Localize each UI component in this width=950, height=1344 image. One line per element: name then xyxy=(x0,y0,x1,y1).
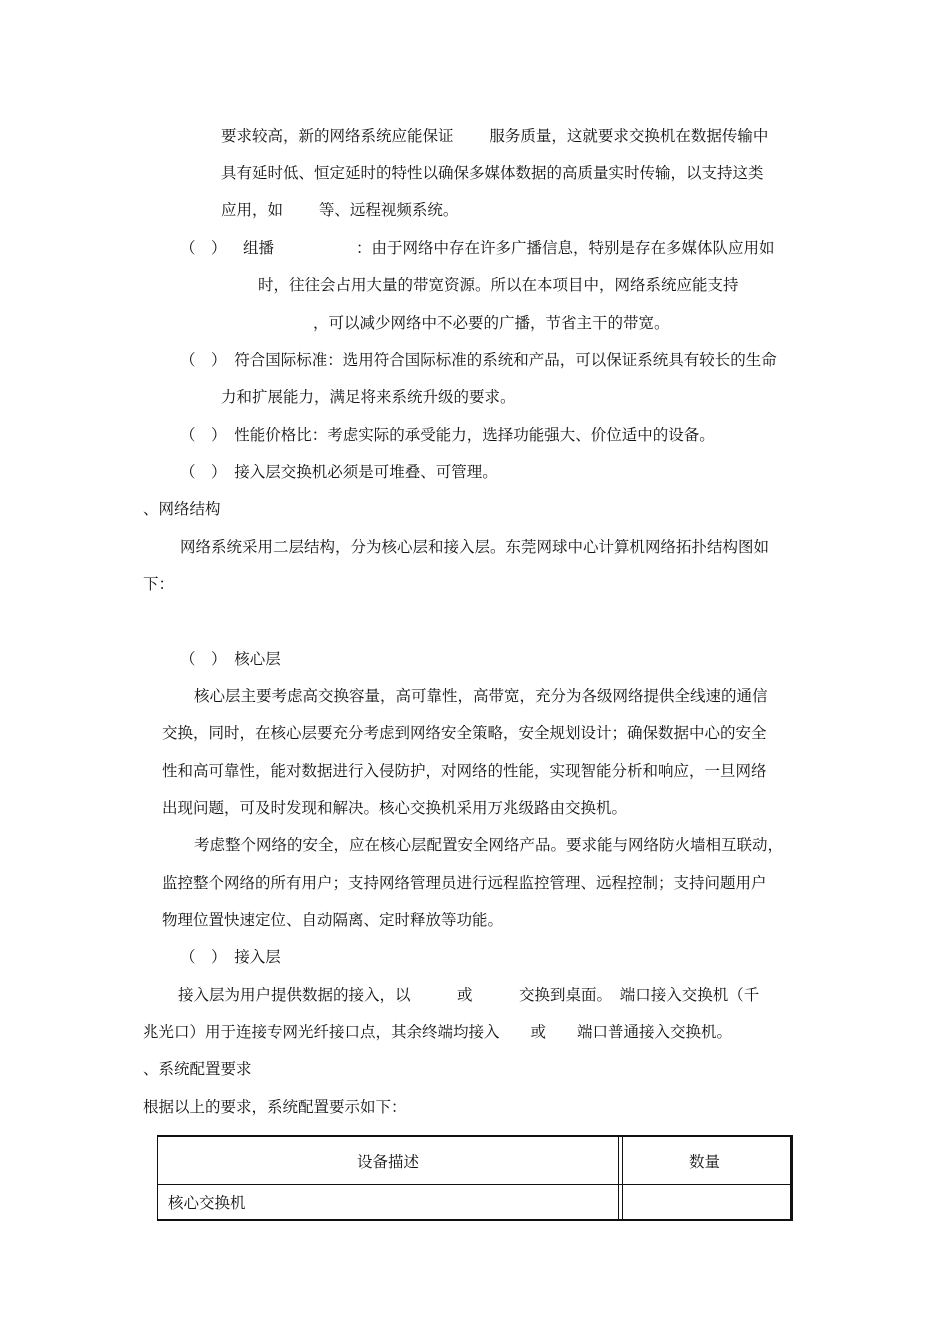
paragraph-line: 接入层为用户提供数据的接入，以 或 交换到桌面。 端口接入交换机（千 xyxy=(178,986,760,1004)
paragraph-line: 下： xyxy=(143,575,175,593)
paragraph-line: 根据以上的要求，系统配置要示如下： xyxy=(143,1098,407,1116)
section-heading: 、系统配置要求 xyxy=(143,1060,252,1078)
paragraph-line: 兆光口）用于连接专网光纤接口点，其余终端均接入 或 端口普通接入交换机。 xyxy=(143,1023,733,1041)
list-marker: （ ） xyxy=(180,239,227,257)
equipment-table xyxy=(157,1135,793,1221)
paragraph-line: 出现问题，可及时发现和解决。核心交换机采用万兆级路由交换机。 xyxy=(162,799,628,817)
subsection-heading: （ ） 核心层 xyxy=(180,650,281,668)
paragraph-line: 交换，同时，在核心层要充分考虑到网络安全策略，安全规划设计；确保数据中心的安全 xyxy=(162,724,767,742)
table-header-row xyxy=(158,1137,790,1185)
header-cell-description: 设备描述 xyxy=(158,1137,619,1184)
paragraph-line: 网络系统采用二层结构，分为核心层和接入层。东莞网球中心计算机网络拓扑结构图如 xyxy=(180,538,770,556)
table-divider xyxy=(622,1137,623,1219)
paragraph-line: 考虑整个网络的安全，应在核心层配置安全网络产品。要求能与网络防火墙相互联动， xyxy=(194,836,784,854)
paragraph-line: ，可以减少网络中不必要的广播，节省主干的带宽。 xyxy=(313,314,670,332)
section-heading: 、网络结构 xyxy=(143,500,221,518)
header-cell-quantity: 数量 xyxy=(688,1152,720,1171)
paragraph-line: 监控整个网络的所有用户；支持网络管理员进行远程监控管理、远程控制；支持问题用户 xyxy=(162,874,767,892)
paragraph-line: 时，往往会占用大量的带宽资源。所以在本项目中，网络系统应能支持 xyxy=(258,276,739,294)
paragraph-line: ：由于网络中存在许多广播信息，特别是存在多媒体队应用如 xyxy=(356,239,775,257)
subsection-heading: （ ） 接入层 xyxy=(180,948,281,966)
cell-description: 核心交换机 xyxy=(158,1185,619,1219)
paragraph-line: 具有延时低、恒定延时的特性以确保多媒体数据的高质量实时传输，以支持这类 xyxy=(221,164,764,182)
list-item: （ ） 接入层交换机必须是可堆叠、可管理。 xyxy=(180,463,498,481)
list-item: （ ） 符合国际标准：选用符合国际标准的系统和产品，可以保证系统具有较长的生命 xyxy=(180,351,777,369)
paragraph-line: 应用，如 等、远程视频系统。 xyxy=(221,201,459,219)
cell-quantity xyxy=(619,1185,790,1219)
table-row xyxy=(158,1185,790,1219)
list-item-title: 组播 xyxy=(243,239,275,257)
list-item: （ ） 性能价格比：考虑实际的承受能力，选择功能强大、价位适中的设备。 xyxy=(180,426,715,444)
paragraph-line: 核心层主要考虑高交换容量，高可靠性，高带宽，充分为各级网络提供全线速的通信 xyxy=(194,687,768,705)
paragraph-line: 要求较高，新的网络系统应能保证 服务质量，这就要求交换机在数据传输中 xyxy=(221,127,769,145)
paragraph-line: 力和扩展能力，满足将来系统升级的要求。 xyxy=(221,388,516,406)
paragraph-line: 物理位置快速定位、自动隔离、定时释放等功能。 xyxy=(162,911,504,929)
paragraph-line: 性和高可靠性，能对数据进行入侵防护，对网络的性能，实现智能分析和响应，一旦网络 xyxy=(162,762,767,780)
